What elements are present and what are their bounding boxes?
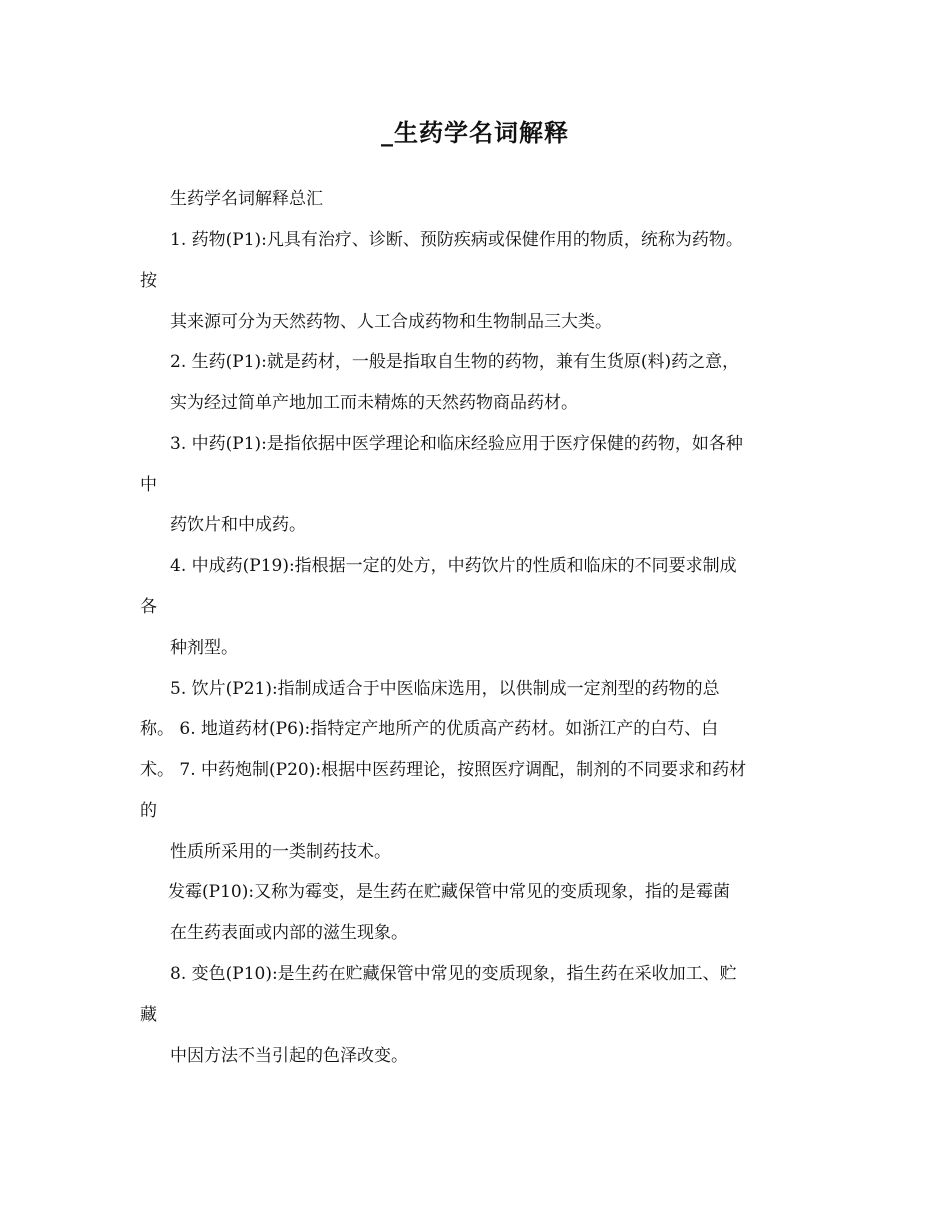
text-line: 其来源可分为天然药物、人工合成药物和生物制品三大类。	[170, 312, 612, 332]
text-line: 药饮片和中成药。	[170, 515, 306, 535]
text-line: 种剂型。	[170, 638, 238, 658]
text-line: 性质所采用的一类制药技术。	[170, 842, 391, 862]
text-line: 2. 生药(P1):就是药材，一般是指取自生物的药物，兼有生货原(料)药之意，	[170, 352, 740, 372]
text-line: 藏	[140, 1005, 157, 1025]
document-title: _生药学名词解释	[381, 118, 569, 147]
text-line: 按	[140, 271, 157, 291]
text-line: 中因方法不当引起的色泽改变。	[170, 1046, 408, 1066]
text-line: 称。 6. 地道药材(P6):指特定产地所产的优质高产药材。如浙江产的白芍、白	[140, 719, 719, 739]
text-line: 各	[140, 597, 157, 617]
text-line: 的	[140, 801, 157, 821]
text-line-heading: 生药学名词解释总汇	[170, 189, 323, 209]
text-line: 4. 中成药(P19):指根据一定的处方，中药饮片的性质和临床的不同要求制成	[170, 556, 737, 576]
text-line: 术。 7. 中药炮制(P20):根据中医药理论，按照医疗调配，制剂的不同要求和药材	[140, 760, 747, 780]
text-line: 3. 中药(P1):是指依据中医学理论和临床经验应用于医疗保健的药物，如各种	[170, 434, 743, 454]
text-line: 1. 药物(P1):凡具有治疗、诊断、预防疾病或保健作用的物质，统称为药物。	[170, 230, 743, 250]
text-line: 实为经过简单产地加工而未精炼的天然药物商品药材。	[170, 393, 578, 413]
text-line: 中	[140, 475, 157, 495]
text-line: 5. 饮片(P21):指制成适合于中医临床选用，以供制成一定剂型的药物的总	[170, 679, 720, 699]
text-line: 发霉(P10):又称为霉变，是生药在贮藏保管中常见的变质现象，指的是霉菌	[168, 882, 731, 902]
text-line: 在生药表面或内部的滋生现象。	[170, 923, 408, 943]
text-line: 8. 变色(P10):是生药在贮藏保管中常见的变质现象，指生药在采收加工、贮	[170, 964, 737, 984]
